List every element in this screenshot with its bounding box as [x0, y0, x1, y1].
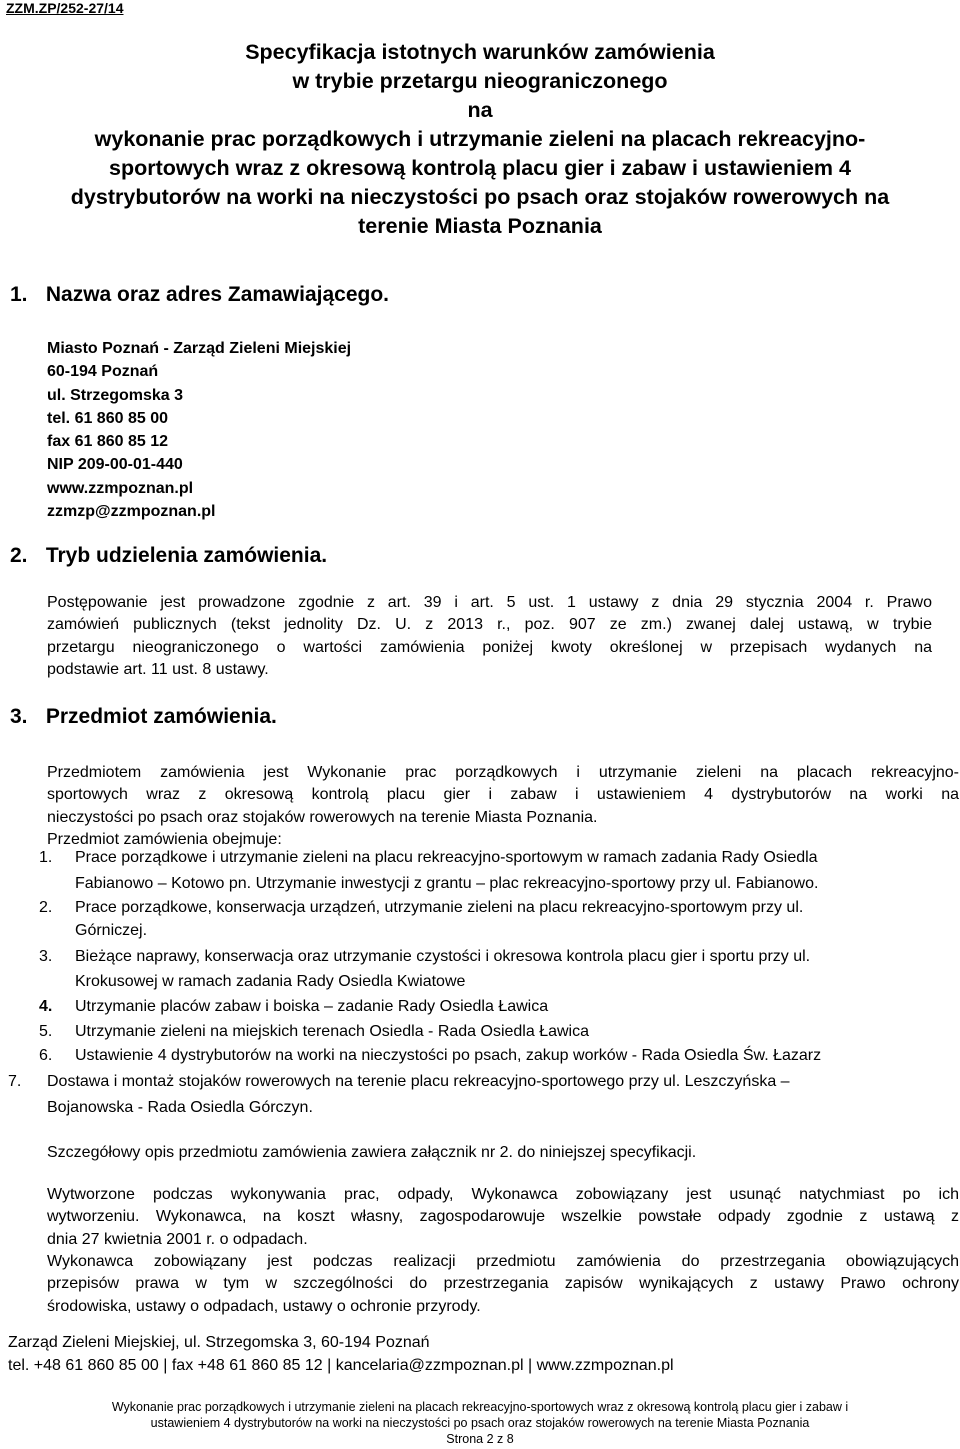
item-number: 7. [8, 1073, 22, 1090]
subject-intro-paragraph [47, 762, 959, 851]
item-text: Bieżące naprawy, konserwacja oraz utrzymanie czystości i okresowa kontrola placu gier i sportu przy ul. [75, 948, 811, 965]
item-number: 6. [39, 1047, 53, 1064]
address-line: NIP 209-00-01-440 [47, 456, 183, 474]
paragraph-line: Wykonawca zobowiązany jest podczas realizacji przedmiotu zamówienia do przestrzegania obowiązujących [47, 1253, 959, 1270]
paragraph-line: sportowych wraz z okresową kontrolą placu gier i zabaw i ustawieniem 4 dystrybutorów na worki na [47, 786, 959, 804]
section-3-heading [10, 705, 277, 729]
paragraph-line: Wytworzone podczas wykonywania prac, odpady, Wykonawca zobowiązany jest usunąć natychmiast po ich [47, 1186, 959, 1203]
paragraph-line: Postępowanie jest prowadzone zgodnie z art. 39 i art. 5 ust. 1 ustawy z dnia 29 stycznia 2004 r. Prawo [47, 594, 932, 611]
page-number: Strona 2 z 8 [446, 1432, 514, 1446]
paragraph-line: Szczegółowy opis przedmiotu zamówienia zawiera załącznik nr 2. do niniejszej specyfikacji. [47, 1144, 697, 1161]
item-text-continued: Fabianowo – Kotowo pn. Utrzymanie inwestycji z grantu – plac rekreacyjno-sportowy przy ul. Fabianowo. [75, 875, 819, 892]
section-number: 3. [10, 705, 28, 728]
item-text: Utrzymanie placów zabaw i boiska – zadanie Rady Osiedla Ławica [75, 998, 549, 1015]
title-line: Specyfikacja istotnych warunków zamówienia [245, 40, 715, 64]
section-title: Przedmiot zamówienia. [45, 705, 277, 728]
procedure-paragraph [47, 592, 932, 681]
section-1-heading [10, 283, 389, 307]
address-line: ul. Strzegomska 3 [47, 386, 184, 404]
paragraph-line: przepisów prawa w tym w szczególności do przestrzegania zapisów wynikających z ustawy Prawo ochrony [47, 1275, 959, 1293]
paragraph-line: nieczystości po psach oraz stojaków rowerowych na terenie Miasta Poznania. [47, 808, 598, 826]
paragraph-line: przetargu nieograniczonego o wartości zamówienia poniżej kwoty określonej w przepisach wydanych na [47, 638, 932, 656]
item-text-continued: Bojanowska - Rada Osiedla Górczyn. [47, 1099, 313, 1116]
address-line: 60-194 Poznań [47, 363, 159, 381]
item-text-continued: Górniczej. [75, 922, 148, 939]
document-title [0, 38, 960, 241]
address-line: fax 61 860 85 12 [47, 433, 168, 451]
section-number: 1. [10, 283, 28, 306]
contact-details: tel. +48 61 860 85 00 | fax +48 61 860 85 12 | kancelaria@zzmpoznan.pl | www.zzmpoznan.pl [8, 1357, 674, 1374]
item-text: Prace porządkowe, konserwacja urządzeń, utrzymanie zieleni na placu rekreacyjno-sportowym przy ul. [75, 899, 804, 916]
paragraph-line: wytworzeniu. Wykonawca, na koszt własny, zagospodarowuje wszelkie powstałe odpady zgodnie z ustawą z [47, 1208, 959, 1226]
item-text: Utrzymanie zieleni na miejskich terenach Osiedla - Rada Osiedla Ławica [75, 1023, 590, 1040]
title-line: sportowych wraz z okresową kontrolą placu gier i zabaw i ustawieniem 4 [109, 156, 851, 180]
footer-line: Wykonanie prac porządkowych i utrzymanie zieleni na placach rekreacyjno-sportowych wraz z okresową kontrolą placu gier i zabaw i [111, 1400, 849, 1414]
title-line: dystrybutorów na worki na nieczystości po psach oraz stojaków rowerowych na [70, 185, 890, 209]
paragraph-line: środowiska, ustawy o odpadach, ustawy o ochronie przyrody. [47, 1297, 481, 1315]
title-line: w trybie przetargu nieograniczonego [292, 69, 668, 93]
title-line: na [467, 98, 493, 122]
paragraph-line: dnia 27 kwietnia 2001 r. o odpadach. [47, 1230, 308, 1248]
address-line: Miasto Poznań - Zarząd Zieleni Miejskiej [47, 340, 352, 357]
item-number: 5. [39, 1023, 53, 1040]
environment-paragraph [47, 1251, 959, 1318]
footer-line: ustawieniem 4 dystrybutorów na worki na nieczystości po psach oraz stojaków rowerowych na terenie Miasta Poznania [150, 1416, 810, 1430]
item-number: 2. [39, 899, 53, 916]
website-line: www.zzmpoznan.pl [47, 479, 194, 497]
item-number: 3. [39, 948, 53, 965]
contracting-authority-address [47, 337, 351, 523]
section-title: Nazwa oraz adres Zamawiającego. [45, 283, 389, 306]
item-text: Dostawa i montaż stojaków rowerowych na terenie placu rekreacyjno-sportowego przy ul. Leszczyńska – [47, 1073, 790, 1090]
item-number: 1. [39, 849, 53, 866]
address-line: tel. 61 860 85 00 [47, 409, 168, 427]
contact-address: Zarząd Zieleni Miejskiej, ul. Strzegomska 3, 60-194 Poznań [8, 1334, 430, 1351]
paragraph-line: zamówień publicznych (tekst jednolity Dz. U. z 2013 r., poz. 907 ze zm.) zwanej dalej ustawą, w trybie [47, 616, 932, 634]
section-title: Tryb udzielenia zamówienia. [45, 544, 328, 567]
detail-reference [47, 1142, 960, 1164]
paragraph-line: Przedmiotem zamówienia jest Wykonanie prac porządkowych i utrzymanie zieleni na placach rekreacyjno- [47, 764, 959, 781]
title-line: wykonanie prac porządkowych i utrzymanie zieleni na placach rekreacyjno- [94, 127, 866, 151]
item-text-continued: Krokusowej w ramach zadania Rady Osiedla Kwiatowe [75, 973, 466, 990]
title-line: terenie Miasta Poznania [358, 214, 602, 238]
document-reference: ZZM.ZP/252-27/14 [6, 0, 124, 16]
waste-paragraph [47, 1184, 959, 1251]
includes-label: Przedmiot zamówienia obejmuje: [47, 830, 282, 848]
section-2-heading [10, 544, 327, 568]
item-text: Prace porządkowe i utrzymanie zieleni na placu rekreacyjno-sportowym w ramach zadania Rady Osiedla [75, 849, 818, 866]
email-line: zzmzp@zzmpoznan.pl [47, 503, 216, 521]
section-number: 2. [10, 544, 28, 567]
item-number: 4. [39, 998, 53, 1015]
paragraph-line: podstawie art. 11 ust. 8 ustawy. [47, 660, 269, 678]
item-text: Ustawienie 4 dystrybutorów na worki na nieczystości po psach, zakup worków - Rada Osiedla Św. Łazarz [75, 1047, 822, 1064]
